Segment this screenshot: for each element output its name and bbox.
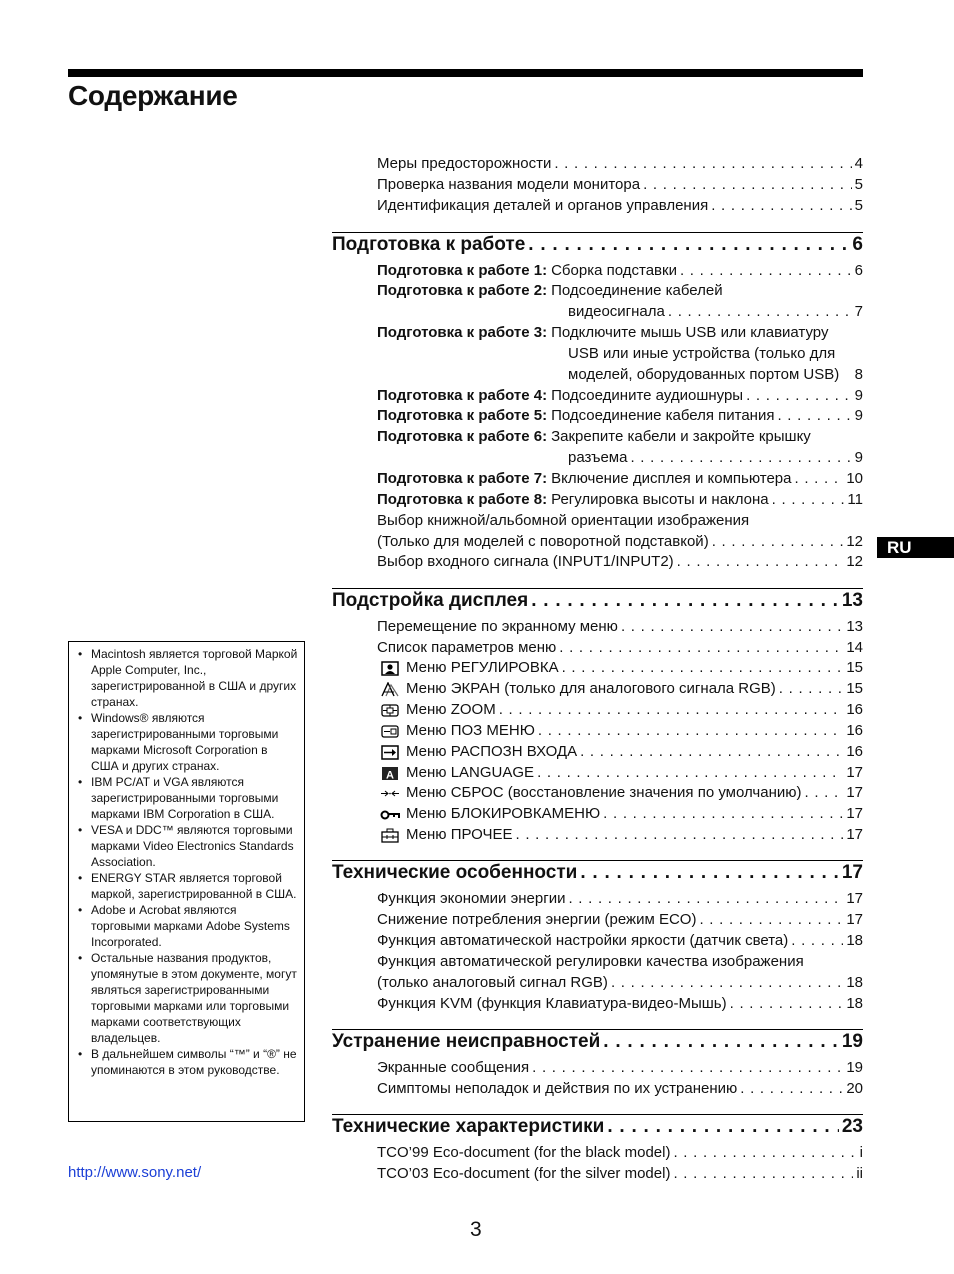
toc-entry[interactable]	[332, 365, 863, 386]
entry-title: Меню БЛОКИРОВКАМЕНЮ	[406, 805, 601, 823]
table-of-contents	[332, 154, 863, 1185]
entry-title: Подключите мышь USB или клавиатуру	[551, 324, 829, 342]
entry-title: Функция автоматической настройки яркости (датчик света)	[377, 932, 789, 950]
entry-step-label: Подготовка к работе 1:	[377, 261, 548, 279]
section-title: Технические особенности	[332, 862, 578, 884]
entry-page: 12	[846, 532, 863, 550]
entry-title: Сборка подставки	[551, 261, 677, 279]
svg-text:A: A	[386, 769, 394, 781]
toc-entry[interactable]	[332, 825, 863, 846]
section-heading[interactable]	[332, 589, 863, 613]
entry-page: 19	[846, 1059, 863, 1077]
entry-title: Экранные сообщения	[377, 1059, 530, 1077]
entry-step-label: Подготовка к работе 5:	[377, 407, 548, 425]
entry-page: 18	[846, 994, 863, 1012]
toc-entry[interactable]	[332, 281, 863, 302]
toc-entry[interactable]	[332, 721, 863, 742]
entry-title: Выбор входного сигнала (INPUT1/INPUT2)	[377, 553, 674, 571]
entry-title: Закрепите кабели и закройте крышку	[551, 428, 811, 446]
entry-page: 18	[846, 973, 863, 991]
dot-leader	[643, 175, 852, 196]
entry-page: 9	[854, 386, 863, 404]
entry-page: 9	[854, 407, 863, 425]
entry-step-label: Подготовка к работе 7:	[377, 469, 548, 487]
toc-entry[interactable]	[332, 154, 863, 175]
screen-icon	[380, 682, 400, 698]
dot-leader	[607, 1115, 838, 1139]
dot-leader	[677, 552, 844, 573]
entry-page: 13	[846, 617, 863, 635]
entry-page: 6	[854, 261, 863, 279]
entry-step-label: Подготовка к работе 6:	[377, 428, 548, 446]
dot-leader	[630, 448, 851, 469]
toc-entry[interactable]	[332, 302, 863, 323]
entry-page: 18	[846, 932, 863, 950]
entry-title: Проверка названия модели монитора	[377, 175, 641, 193]
entry-step-label: Подготовка к работе 8:	[377, 490, 548, 508]
toc-entry[interactable]	[332, 952, 863, 973]
trademark-note: • VESA и DDC™ являются торговыми марками Video Electronics Standards Association.	[77, 822, 298, 870]
entry-page: 20	[846, 1079, 863, 1097]
entry-page: 17	[846, 826, 863, 844]
section-heading[interactable]	[332, 1030, 863, 1054]
toc-entry[interactable]	[332, 994, 863, 1015]
entry-title: Снижение потребления энергии (режим ECO)	[377, 911, 697, 929]
entry-title: Выбор книжной/альбомной ориентации изображения	[377, 511, 750, 529]
dot-leader	[746, 386, 852, 407]
entry-page: 10	[846, 469, 863, 487]
entry-title: Перемещение по экранному меню	[377, 617, 618, 635]
page-number: 3	[470, 1218, 482, 1241]
toc-section	[332, 1114, 863, 1185]
section-heading[interactable]	[332, 861, 863, 885]
entry-page: 14	[846, 638, 863, 656]
dot-leader	[531, 589, 839, 613]
dot-leader	[559, 638, 843, 659]
entry-page: 4	[854, 155, 863, 172]
entry-title: моделей, оборудованных портом USB)	[568, 365, 840, 383]
toc-entry[interactable]	[332, 679, 863, 700]
section-title: Подготовка к работе	[332, 233, 526, 255]
entry-page: 12	[846, 553, 863, 571]
dot-leader	[805, 783, 844, 804]
dot-leader	[668, 302, 852, 323]
entry-page: 17	[846, 890, 863, 908]
section-page: 17	[841, 862, 863, 884]
input-sensing-icon	[380, 744, 400, 760]
toc-section	[332, 1029, 863, 1100]
entry-title: Меню ЭКРАН (только для аналогового сигнала RGB)	[406, 680, 776, 698]
zoom-icon	[380, 702, 400, 718]
language-tab: RU	[877, 537, 954, 558]
section-page: 19	[841, 1031, 863, 1053]
toc-entry[interactable]	[332, 1164, 863, 1185]
section-page: 6	[852, 233, 863, 255]
toc-entry[interactable]	[332, 552, 863, 573]
section-heading[interactable]	[332, 233, 863, 257]
entry-title: разъема	[568, 449, 628, 467]
entry-title: Меню РЕГУЛИРОВКА	[406, 659, 559, 677]
entry-title: (Только для моделей с поворотной подставкой)	[377, 532, 709, 550]
entry-page: 17	[846, 784, 863, 802]
entry-title: Меры предосторожности	[377, 155, 552, 172]
dot-leader	[562, 658, 844, 679]
dot-leader	[711, 196, 851, 217]
entry-title: Функция KVM (функция Клавиатура-видео-Мышь)	[377, 994, 727, 1012]
entry-page: 7	[854, 303, 863, 321]
toc-section	[332, 588, 863, 846]
dot-leader	[791, 931, 843, 952]
dot-leader	[499, 700, 844, 721]
dot-leader	[538, 721, 843, 742]
trademark-note: • Остальные названия продуктов, упомянутые в этом документе, могут являться зарегистрированными торговыми марками или торговыми марками соответствующих владельцев.	[77, 950, 298, 1046]
dot-leader	[603, 804, 843, 825]
toc-entry[interactable]	[332, 175, 863, 196]
dot-leader	[712, 532, 844, 553]
entry-title: TCO’03 Eco-document (for the silver model)	[377, 1165, 671, 1183]
entry-title: Подсоединение кабелей	[551, 282, 723, 300]
section-page: 23	[841, 1116, 863, 1138]
dot-leader	[580, 861, 839, 885]
entry-page: 8	[854, 365, 863, 383]
dot-leader	[673, 1143, 856, 1164]
entry-title: Симптомы неполадок и действия по их устранению	[377, 1079, 738, 1097]
toc-entry[interactable]	[332, 700, 863, 721]
reset-icon	[380, 786, 400, 802]
entry-title: Меню ПОЗ МЕНЮ	[406, 721, 535, 739]
entry-page: 15	[846, 680, 863, 698]
language-icon	[380, 765, 400, 781]
entry-title: Функция автоматической регулировки качества изображения	[377, 953, 804, 970]
trademark-note: • В дальнейшем символы “™” и “®” не упоминаются в этом руководстве.	[77, 1046, 298, 1078]
dot-leader	[568, 889, 843, 910]
toc-entry[interactable]	[332, 783, 863, 804]
dot-leader	[730, 994, 844, 1015]
dot-leader	[516, 825, 844, 846]
entry-page: 9	[854, 449, 863, 467]
entry-page: 17	[846, 763, 863, 781]
entry-page: i	[859, 1144, 863, 1162]
toc-section	[332, 232, 863, 574]
entry-page: 16	[846, 742, 863, 760]
entry-page: 16	[846, 701, 863, 719]
toc-entry[interactable]	[332, 196, 863, 217]
section-title: Технические характеристики	[332, 1116, 605, 1138]
entry-page: ii	[856, 1165, 863, 1183]
trademark-note: • ENERGY STAR является торговой маркой, зарегистрированной в США.	[77, 870, 298, 902]
entry-title: USB или иные устройства (только для	[568, 344, 836, 362]
dot-leader	[680, 261, 852, 282]
entry-page: 11	[847, 490, 863, 508]
toc-entry[interactable]	[332, 763, 863, 784]
trademark-note: • IBM PC/AT и VGA являются зарегистрированными торговыми марками IBM Corporation в США.	[77, 774, 298, 822]
key-icon	[380, 807, 400, 823]
toc-entry[interactable]	[332, 261, 863, 282]
entry-title: видеосигнала	[568, 303, 665, 321]
toc-entry[interactable]	[332, 427, 863, 448]
toc-entry[interactable]	[332, 931, 863, 952]
entry-step-label: Подготовка к работе 3:	[377, 324, 548, 342]
entry-page: 16	[846, 721, 863, 739]
section-page: 13	[841, 589, 863, 611]
toc-entry[interactable]	[332, 406, 863, 427]
trademark-note: • Windows® являются зарегистрированными торговыми марками Microsoft Corporation в США и других странах.	[77, 710, 298, 774]
toc-entry[interactable]	[332, 973, 863, 994]
toc-entry[interactable]	[332, 617, 863, 638]
entry-title: Список параметров меню	[377, 638, 557, 656]
dot-leader	[580, 742, 843, 763]
toc-entry[interactable]	[332, 1143, 863, 1164]
dot-leader	[673, 1164, 853, 1185]
entry-page: 17	[846, 805, 863, 823]
entry-title: Меню РАСПОЗН ВХОДА	[406, 742, 578, 760]
trademark-note: • Macintosh является торговой Маркой Apple Computer, Inc., зарегистрированной в США и других странах.	[77, 646, 298, 710]
entry-title: Функция экономии энергии	[377, 890, 566, 908]
toc-entry[interactable]	[332, 638, 863, 659]
section-heading[interactable]	[332, 1115, 863, 1139]
dot-leader	[740, 1079, 843, 1100]
toc-entry[interactable]	[332, 889, 863, 910]
entry-title: Регулировка высоты и наклона	[551, 490, 769, 508]
toc-entry[interactable]	[332, 910, 863, 931]
dot-leader	[603, 1030, 839, 1054]
dot-leader	[621, 617, 843, 638]
dot-leader	[772, 490, 845, 511]
toc-entry[interactable]	[332, 658, 863, 679]
entry-page: 5	[854, 196, 863, 214]
sony-website-link[interactable]: http://www.sony.net/	[68, 1164, 202, 1181]
toc-entry[interactable]	[332, 448, 863, 469]
dot-leader	[611, 973, 843, 994]
dot-leader	[777, 406, 851, 427]
toc-entry[interactable]	[332, 1079, 863, 1100]
dot-leader	[699, 910, 843, 931]
toc-entry[interactable]	[332, 344, 863, 365]
entry-title: (только аналоговый сигнал RGB)	[377, 973, 608, 991]
entry-title: Меню LANGUAGE	[406, 763, 535, 781]
entry-title: Включение дисплея и компьютера	[551, 469, 792, 487]
trademark-note: • Adobe и Acrobat являются торговыми марками Adobe Systems Incorporated.	[77, 902, 298, 950]
toc-entry[interactable]	[332, 323, 863, 344]
dot-leader	[795, 469, 844, 490]
entry-title: Меню СБРОС (восстановление значения по умолчанию)	[406, 784, 802, 802]
entry-title: Меню ZOOM	[406, 701, 496, 719]
entry-page: 17	[846, 911, 863, 929]
entry-title: Подсоединение кабеля питания	[551, 407, 775, 425]
entry-page: 5	[854, 175, 863, 193]
trademarks-box	[68, 641, 305, 1122]
dot-leader	[554, 154, 851, 175]
entry-step-label: Подготовка к работе 2:	[377, 282, 548, 300]
person-icon	[380, 661, 400, 677]
toc-entry[interactable]	[332, 532, 863, 553]
toc-entry[interactable]	[332, 469, 863, 490]
entry-step-label: Подготовка к работе 4:	[377, 386, 548, 404]
menu-position-icon	[380, 723, 400, 739]
toc-entry[interactable]	[332, 386, 863, 407]
entry-title: Меню ПРОЧЕЕ	[406, 826, 513, 844]
section-title: Подстройка дисплея	[332, 589, 529, 611]
entry-title: TCO’99 Eco-document (for the black model)	[377, 1144, 671, 1162]
dot-leader	[528, 233, 849, 257]
header-rule	[68, 69, 863, 77]
toc-entry[interactable]	[332, 1058, 863, 1079]
page-title: Содержание	[68, 80, 238, 111]
toc-entry[interactable]	[332, 490, 863, 511]
toc-section	[332, 860, 863, 1014]
toc-entry[interactable]	[332, 804, 863, 825]
toc-entry[interactable]	[332, 511, 863, 532]
dot-leader	[537, 763, 843, 784]
dot-leader	[779, 679, 844, 700]
dot-leader	[532, 1058, 843, 1079]
entry-title: Идентификация деталей и органов управления	[377, 196, 709, 214]
toolbox-icon	[380, 828, 400, 844]
entry-title: Подсоедините аудиошнуры	[551, 386, 744, 404]
toc-entry[interactable]	[332, 742, 863, 763]
entry-page: 15	[846, 659, 863, 677]
section-title: Устранение неисправностей	[332, 1031, 601, 1053]
